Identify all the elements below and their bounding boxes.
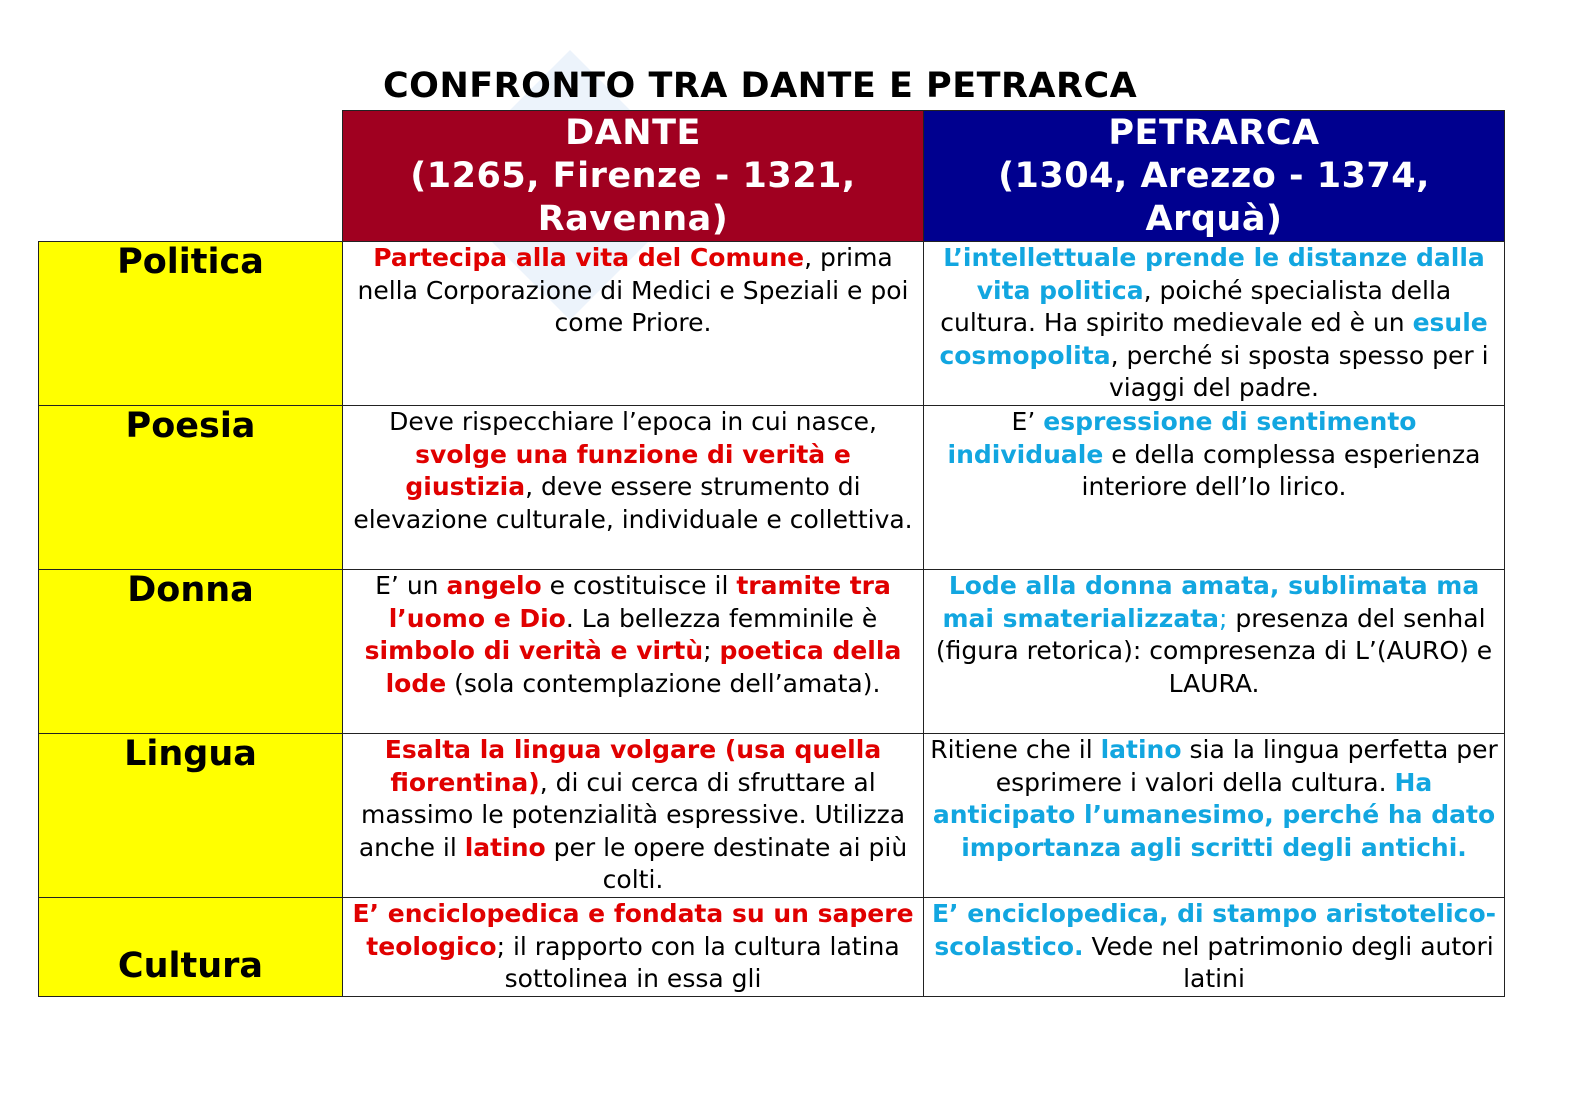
- petrarca-name: PETRARCA: [1108, 113, 1320, 153]
- highlight-text: latino: [464, 832, 546, 862]
- dante-dates: (1265, Firenze - 1321,: [410, 156, 856, 196]
- dante-name: DANTE: [565, 113, 701, 153]
- dante-text: [343, 734, 923, 897]
- body-text: presenza del senhal (figura retorica): compresenza di L’(AURO) e LAURA.: [935, 603, 1493, 698]
- body-text: , poiché specialista della cultura. Ha spirito medievale ed è un: [940, 275, 1452, 338]
- table-row: [39, 406, 1505, 570]
- highlight-text: tramite tra l’uomo e Dio: [388, 571, 891, 633]
- highlight-text: Ha anticipato l’umanesimo, perché ha dato importanza agli scritti degli antichi.: [932, 767, 1496, 862]
- dante-cell: [343, 406, 924, 570]
- dante-cell: [343, 570, 924, 734]
- table-row: [39, 570, 1505, 734]
- category-label: Donna: [127, 570, 254, 610]
- highlight-text: L’intellettuale prende le distanze dalla vita politica: [943, 243, 1485, 305]
- header-row: [39, 111, 1505, 242]
- highlight-text: E’ enciclopedica e fondata su un sapere teologico: [352, 899, 914, 961]
- petrarca-header: [924, 111, 1505, 242]
- petrarca-text: [924, 898, 1504, 996]
- body-text: . La bellezza femminile è: [565, 603, 878, 633]
- table-row: [39, 734, 1505, 898]
- category-cell: [39, 898, 343, 997]
- body-text: (sola contemplazione dell’amata).: [446, 668, 881, 698]
- petrarca-death-place: Arquà): [1145, 199, 1283, 239]
- page-title: CONFRONTO TRA DANTE E PETRARCA: [383, 66, 1138, 106]
- petrarca-text: [924, 734, 1504, 864]
- body-text: Vede nel patrimonio degli autori latini: [1083, 931, 1494, 994]
- body-text: sia la lingua perfetta per esprimere i valori della cultura.: [995, 735, 1498, 797]
- category-label: Politica: [117, 242, 264, 282]
- highlight-text: Lode alla donna amata, sublimata ma mai smaterializzata: [942, 571, 1480, 633]
- highlight-text: Partecipa alla vita del Comune: [373, 243, 805, 272]
- category-label: Cultura: [117, 945, 264, 986]
- highlight-text: espressione di sentimento individuale: [947, 407, 1417, 469]
- dante-text: [343, 406, 923, 536]
- body-text: E’ un: [375, 571, 447, 600]
- body-text: , deve essere strumento di elevazione culturale, individuale e collettiva.: [353, 472, 913, 534]
- body-text: per le opere destinate ai più colti.: [545, 832, 908, 895]
- table-row: [39, 242, 1505, 406]
- petrarca-cell: [924, 734, 1505, 898]
- petrarca-cell: [924, 406, 1505, 570]
- body-text: Deve rispecchiare l’epoca in cui nasce,: [389, 407, 877, 436]
- body-text: , prima nella Corporazione di Medici e Speziali e poi come Priore.: [357, 243, 909, 338]
- category-cell: [39, 406, 343, 570]
- dante-cell: [343, 898, 924, 997]
- petrarca-cell: [924, 898, 1505, 997]
- dante-text: [343, 898, 923, 996]
- highlight-text: Esalta la lingua volgare (usa quella fiorentina): [384, 735, 882, 797]
- petrarca-dates: (1304, Arezzo - 1374,: [998, 156, 1430, 196]
- body-text: , di cui cerca di sfruttare al massimo le potenzialità espressive. Utilizza anche il: [358, 767, 906, 862]
- body-text: e costituisce il: [541, 571, 737, 600]
- dante-header: [343, 111, 924, 242]
- dante-cell: [343, 734, 924, 898]
- petrarca-text: [924, 406, 1504, 504]
- category-label: Poesia: [125, 406, 256, 446]
- petrarca-cell: [924, 242, 1505, 406]
- category-cell: [39, 734, 343, 898]
- highlight-text: poetica della lode: [385, 636, 902, 698]
- highlight-text: latino: [1100, 735, 1182, 764]
- comparison-table: [38, 110, 1505, 997]
- highlight-text: ;: [703, 636, 720, 666]
- petrarca-text: [924, 242, 1504, 405]
- category-cell: [39, 242, 343, 406]
- body-text: E’: [1011, 407, 1044, 436]
- body-text: e della complessa esperienza interiore dell’Io lirico.: [1081, 439, 1481, 502]
- petrarca-cell: [924, 570, 1505, 734]
- dante-text: [343, 570, 923, 700]
- highlight-text: ;: [1219, 603, 1236, 633]
- body-text: , perché si sposta spesso per i viaggi del padre.: [1109, 340, 1489, 403]
- category-cell: [39, 570, 343, 734]
- table-row: [39, 898, 1505, 997]
- highlight-text: svolge una funzione di verità e giustizia: [405, 439, 851, 502]
- highlight-text: E’ enciclopedica, di stampo aristotelico-scolastico.: [931, 899, 1497, 961]
- dante-text: [343, 242, 923, 340]
- highlight-text: angelo: [446, 571, 542, 600]
- dante-death-place: Ravenna): [537, 199, 729, 239]
- body-text: Ritiene che il: [930, 735, 1101, 764]
- highlight-text: simbolo di verità e virtù: [364, 636, 704, 666]
- corner-cell: [39, 111, 343, 242]
- category-label: Lingua: [124, 734, 257, 774]
- highlight-text: esule cosmopolita: [939, 308, 1488, 370]
- dante-cell: [343, 242, 924, 406]
- petrarca-text: [924, 570, 1504, 700]
- body-text: ; il rapporto con la cultura latina sottolinea in essa gli: [496, 931, 900, 994]
